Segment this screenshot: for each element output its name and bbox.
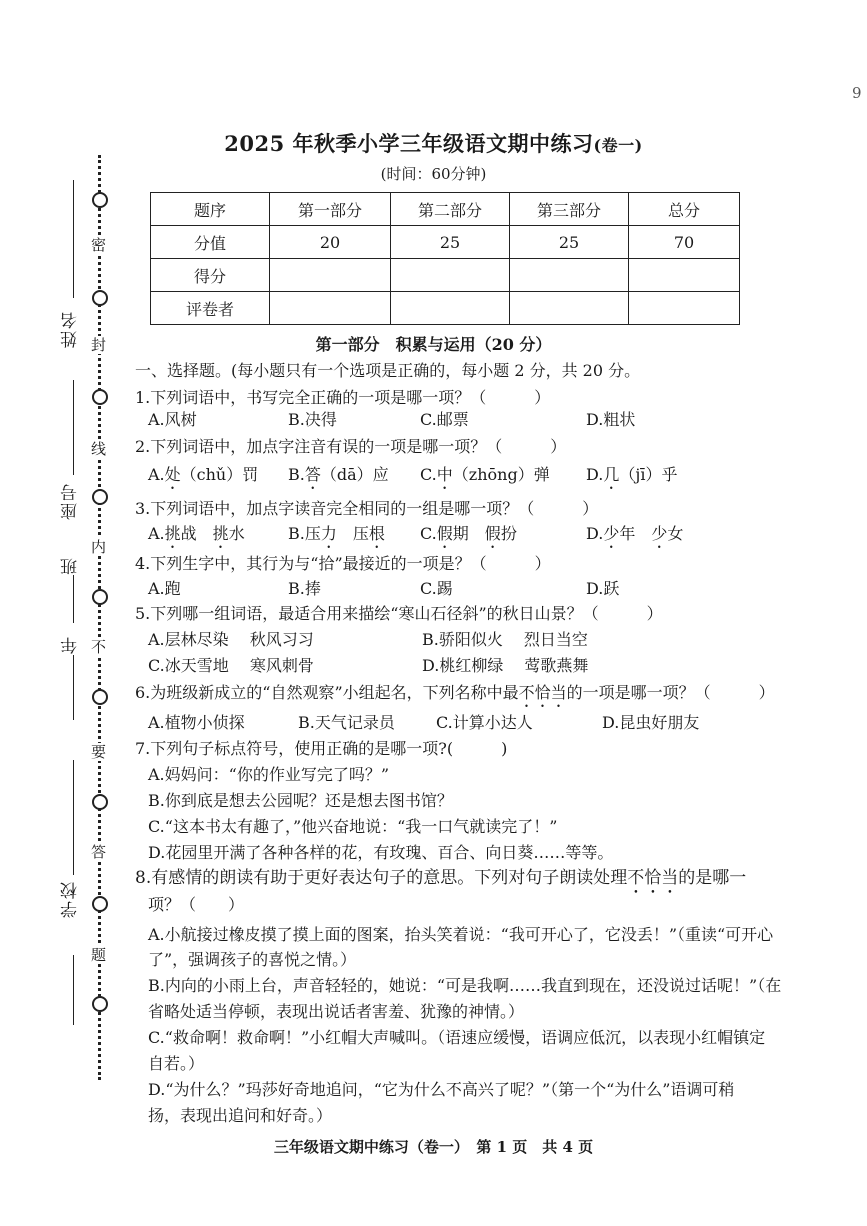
binding-char: 密 — [91, 236, 107, 254]
binding-char: 封 — [91, 336, 107, 354]
binding-char: 线 — [91, 440, 107, 458]
grade-blank-line — [73, 655, 74, 720]
q1-option-b: B.决得 — [288, 410, 337, 429]
q3-option-a-text: 水 — [228, 524, 245, 543]
binding-char: 不 — [91, 638, 107, 656]
school-label: 学校 — [61, 880, 81, 918]
q4-option-d: D.跃 — [586, 579, 620, 598]
question-1: 1.下列词语中，书写完全正确的一项是哪一项？（ ） — [135, 388, 551, 407]
name-blank-line — [73, 180, 74, 298]
binding-char: 答 — [91, 843, 107, 861]
dotted-words: 不恰当 — [627, 868, 679, 888]
q3-option-a-text: 战 — [180, 524, 213, 543]
binding-circle — [92, 896, 108, 912]
q3-option-c — [420, 521, 517, 552]
title-text: 2025 年秋季小学三年级语文期中练习 — [224, 131, 594, 156]
q2-option-a-label: A. — [148, 465, 165, 484]
q6-option-b: B.天气记录员 — [298, 713, 395, 732]
question-8-text: 8.有感情的朗读有助于更好表达句子的意思。下列对句子朗读处理 — [135, 868, 628, 888]
binding-circle — [92, 290, 108, 306]
q2-option-c — [420, 462, 550, 493]
q5-option-a: A.层林尽染 秋风习习 — [148, 630, 314, 649]
table-cell: 25 — [391, 226, 510, 259]
table-cell — [391, 292, 510, 325]
question-6-text: 的一项是哪一项？（ ） — [566, 683, 775, 702]
q3-option-d — [586, 521, 683, 552]
q3-option-c-text: C. — [420, 524, 437, 543]
q3-option-c-text: 扮 — [500, 524, 517, 543]
seat-blank-line — [73, 380, 74, 475]
question-7: 7.下列句子标点符号，使用正确的是哪一项?( ) — [135, 739, 508, 758]
q5-option-c: C.冰天雪地 寒风刺骨 — [148, 656, 314, 675]
dotted-char: 少 — [603, 524, 620, 543]
binding-char: 内 — [91, 538, 107, 556]
q2-option-c-label: C. — [420, 465, 437, 484]
question-6 — [135, 680, 775, 711]
q1-option-d: D.粗状 — [586, 410, 636, 429]
question-6-text: 6.为班级新成立的“自然观察”小组起名，下列名称中最 — [135, 683, 519, 702]
q3-option-b — [288, 521, 385, 552]
q3-option-d-text: 女 — [667, 524, 684, 543]
dotted-char: 挑 — [164, 524, 181, 543]
q2-option-d — [586, 462, 677, 493]
table-row — [151, 292, 740, 325]
q4-option-a: A.跑 — [148, 579, 181, 598]
section-instruction: 一、选择题。(每小题只有一个选项是正确的，每小题 2 分，共 20 分。 — [135, 361, 641, 380]
school-blank-line — [73, 955, 74, 1025]
table-header-cell: 题序 — [151, 193, 270, 226]
q3-option-d-text: D. — [586, 524, 604, 543]
q7-option-d: D.花园里开满了各种各样的花，有玫瑰、百合、向日葵……等等。 — [148, 843, 614, 862]
q7-option-b: B.你到底是想去公园呢？还是想去图书馆？ — [148, 791, 453, 810]
page-title — [0, 128, 867, 158]
table-header-cell: 第一部分 — [270, 193, 391, 226]
table-cell — [270, 259, 391, 292]
exam-time: (时间：60分钟) — [380, 165, 487, 183]
school-blank-line — [73, 760, 74, 875]
q3-option-a-text: A. — [148, 524, 165, 543]
q8-option-c-cont: 自若。） — [148, 1054, 205, 1073]
q8-option-b: B.内向的小雨上台，声音轻轻的，她说：“可是我啊……我直到现在，还没说过话呢！”（在 — [148, 976, 782, 995]
table-header-cell: 总分 — [629, 193, 740, 226]
dotted-char: 力 — [320, 524, 337, 543]
dotted-char: 处 — [164, 465, 181, 484]
dotted-char: 少 — [651, 524, 668, 543]
q2-option-b — [288, 462, 389, 493]
dotted-char: 假 — [484, 524, 501, 543]
table-cell: 70 — [629, 226, 740, 259]
table-header-row — [151, 193, 740, 226]
seat-label: 座号 — [61, 482, 81, 520]
q1-option-a: A.风树 — [148, 410, 197, 429]
dotted-char: 几 — [603, 465, 620, 484]
q8-option-d-cont: 扬，表现出追问和好奇。） — [148, 1106, 333, 1125]
dotted-char: 假 — [436, 524, 453, 543]
question-5: 5.下列哪一组词语，最适合用来描绘“寒山石径斜”的秋日山景？（ ） — [135, 604, 663, 623]
q2-option-a-rest: （chǔ）罚 — [180, 465, 259, 484]
q3-option-c-text: 期 — [452, 524, 485, 543]
grade-label: 年 — [61, 635, 81, 654]
q2-option-d-label: D. — [586, 465, 604, 484]
q4-option-b: B.捧 — [288, 579, 321, 598]
dotted-char: 中 — [436, 465, 453, 484]
q6-option-a: A.植物小侦探 — [148, 713, 245, 732]
q8-option-d: D.“为什么？”玛莎好奇地追问，“它为什么不高兴了呢？”（第一个“为什么”语调可稍 — [148, 1080, 735, 1099]
question-2: 2.下列词语中，加点字注音有误的一项是哪一项？（ ） — [135, 437, 567, 456]
binding-circle — [92, 489, 108, 505]
table-row — [151, 226, 740, 259]
table-cell: 分值 — [151, 226, 270, 259]
dotted-char: 根 — [368, 524, 385, 543]
table-cell: 得分 — [151, 259, 270, 292]
binding-circle — [92, 996, 108, 1012]
name-label: 姓名 — [61, 310, 81, 348]
q2-option-c-rest: （zhōng）弹 — [452, 465, 550, 484]
q2-option-b-rest: （dā）应 — [320, 465, 389, 484]
table-cell: 25 — [510, 226, 629, 259]
q3-option-a — [148, 521, 245, 552]
q2-option-a — [148, 462, 258, 493]
q5-option-b: B.骄阳似火 烈日当空 — [422, 630, 588, 649]
q3-option-b-text: 压 — [336, 524, 369, 543]
dotted-char: 挑 — [212, 524, 229, 543]
binding-circle — [92, 192, 108, 208]
q8-option-a-cont: 了”，强调孩子的喜悦之情。） — [148, 950, 357, 969]
question-3: 3.下列词语中，加点字读音完全相同的一组是哪一项？（ ） — [135, 499, 599, 518]
table-row — [151, 259, 740, 292]
q7-option-a: A.妈妈问：“你的作业写完了吗？” — [148, 765, 390, 784]
corner-mark: 9 — [852, 84, 862, 102]
question-8-text: 的是哪一 — [678, 868, 747, 888]
table-cell: 20 — [270, 226, 391, 259]
page-footer: 三年级语文期中练习（卷一） 第 1 页 共 4 页 — [273, 1138, 594, 1156]
table-cell — [510, 259, 629, 292]
question-8-line-2: 项？（ ） — [148, 895, 245, 914]
score-table — [150, 192, 740, 325]
table-cell — [629, 259, 740, 292]
binding-char: 题 — [91, 946, 107, 964]
dotted-words: 不恰当 — [518, 683, 567, 702]
q3-option-b-text: B.压 — [288, 524, 321, 543]
title-suffix: (卷一) — [593, 136, 643, 155]
binding-char: 要 — [91, 743, 107, 761]
question-4: 4.下列生字中，其行为与“拾”最接近的一项是？（ ） — [135, 554, 551, 573]
q7-option-c: C.“这本书太有趣了，”他兴奋地说：“我一口气就读完了！” — [148, 817, 558, 836]
binding-circle — [92, 794, 108, 810]
q8-option-b-cont: 省略处适当停顿，表现出说话者害羞、犹豫的神情。） — [148, 1002, 525, 1021]
q2-option-d-rest: （jī）乎 — [619, 465, 678, 484]
q1-option-c: C.邮票 — [420, 410, 469, 429]
q2-option-b-label: B. — [288, 465, 305, 484]
table-cell — [270, 292, 391, 325]
table-cell — [391, 259, 510, 292]
binding-circle — [92, 389, 108, 405]
q6-option-c: C.计算小达人 — [436, 713, 533, 732]
binding-circle — [92, 589, 108, 605]
dotted-char: 答 — [304, 465, 321, 484]
part-heading: 第一部分 积累与运用（20 分） — [315, 335, 552, 354]
class-label: 班 — [61, 556, 81, 575]
table-header-cell: 第二部分 — [391, 193, 510, 226]
table-cell — [629, 292, 740, 325]
q3-option-d-text: 年 — [619, 524, 652, 543]
q8-option-c: C.“救命啊！救命啊！”小红帽大声喊叫。（语速应缓慢，语调应低沉，以表现小红帽镇定 — [148, 1028, 766, 1047]
table-cell: 评卷者 — [151, 292, 270, 325]
q4-option-c: C.踢 — [420, 579, 453, 598]
binding-circle — [92, 689, 108, 705]
q6-option-d: D.昆虫好朋友 — [602, 713, 700, 732]
table-cell — [510, 292, 629, 325]
q8-option-a: A.小航接过橡皮摸了摸上面的图案，抬头笑着说：“我可开心了，它没丢！”（重读“可开心 — [148, 925, 774, 944]
q5-option-d: D.桃红柳绿 莺歌燕舞 — [422, 656, 589, 675]
table-header-cell: 第三部分 — [510, 193, 629, 226]
class-blank-line — [73, 575, 74, 623]
